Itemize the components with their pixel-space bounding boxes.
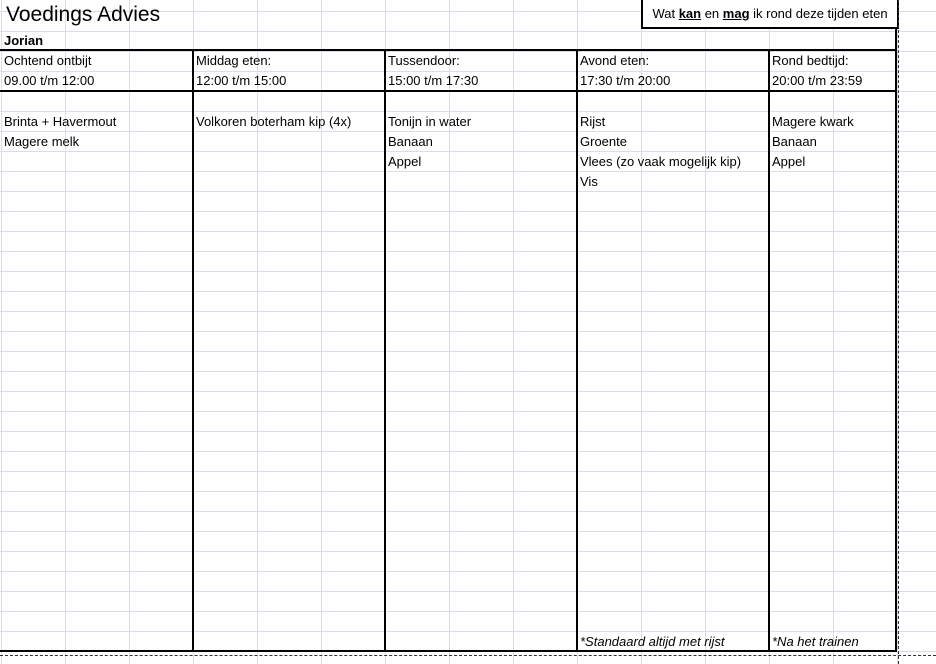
col-3-item[interactable]: Appel bbox=[388, 154, 422, 169]
top-note-prefix: Wat bbox=[652, 6, 679, 21]
column-divider bbox=[384, 49, 386, 652]
top-note-cell[interactable] bbox=[641, 0, 899, 29]
col-3-label[interactable]: Tussendoor: bbox=[388, 53, 460, 68]
column-divider bbox=[576, 49, 578, 652]
col-4-label[interactable]: Avond eten: bbox=[580, 53, 650, 68]
col-3-item[interactable]: Tonijn in water bbox=[388, 114, 472, 129]
col-5-item[interactable]: Banaan bbox=[772, 134, 817, 149]
top-note-word-mag: mag bbox=[722, 6, 750, 21]
col-5-item[interactable]: Magere kwark bbox=[772, 114, 854, 129]
col-2-item[interactable]: Volkoren boterham kip (4x) bbox=[196, 114, 352, 129]
col-1-time[interactable]: 09.00 t/m 12:00 bbox=[4, 73, 95, 88]
col-5-label[interactable]: Rond bedtijd: bbox=[772, 53, 849, 68]
header-bottom-border bbox=[0, 90, 897, 92]
table-bottom-border bbox=[0, 650, 897, 652]
column-divider bbox=[768, 49, 770, 652]
col-4-item[interactable]: Vlees (zo vaak mogelijk kip) bbox=[580, 154, 742, 169]
table-right-border bbox=[895, 27, 897, 652]
column-divider bbox=[192, 49, 194, 652]
top-note-suffix: ik rond deze tijden eten bbox=[749, 6, 888, 21]
col-4-item[interactable]: Groente bbox=[580, 134, 627, 149]
col-4-time[interactable]: 17:30 t/m 20:00 bbox=[580, 73, 671, 88]
col-4-item[interactable]: Vis bbox=[580, 174, 598, 189]
person-name[interactable]: Jorian bbox=[4, 33, 44, 48]
col-3-time[interactable]: 15:00 t/m 17:30 bbox=[388, 73, 479, 88]
top-note-word-kan: kan bbox=[678, 6, 702, 21]
col-4-item[interactable]: Rijst bbox=[580, 114, 606, 129]
col-1-item[interactable]: Magere melk bbox=[4, 134, 80, 149]
col-5-note[interactable]: *Na het trainen bbox=[772, 634, 859, 649]
sheet-title[interactable]: Voedings Advies bbox=[6, 3, 161, 26]
col-1-label[interactable]: Ochtend ontbijt bbox=[4, 53, 92, 68]
col-4-note[interactable]: *Standaard altijd met rijst bbox=[580, 634, 725, 649]
col-1-item[interactable]: Brinta + Havermout bbox=[4, 114, 117, 129]
header-top-border bbox=[0, 49, 897, 51]
col-5-item[interactable]: Appel bbox=[772, 154, 806, 169]
col-5-time[interactable]: 20:00 t/m 23:59 bbox=[772, 73, 863, 88]
col-3-item[interactable]: Banaan bbox=[388, 134, 433, 149]
col-2-label[interactable]: Middag eten: bbox=[196, 53, 272, 68]
top-note-mid: en bbox=[701, 6, 723, 21]
col-2-time[interactable]: 12:00 t/m 15:00 bbox=[196, 73, 287, 88]
page-break-vertical bbox=[898, 0, 899, 664]
page-break-horizontal bbox=[0, 655, 936, 656]
